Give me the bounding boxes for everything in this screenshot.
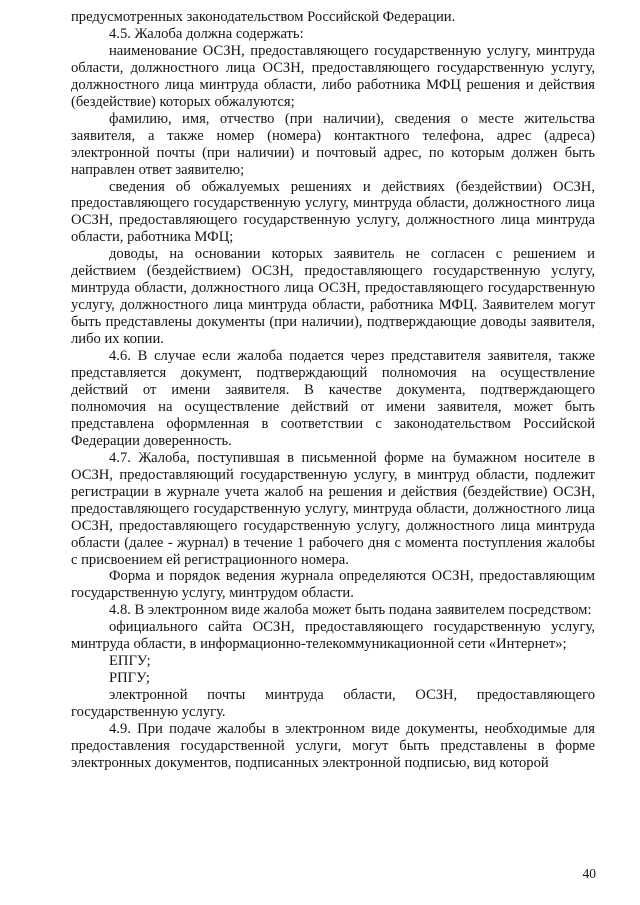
paragraph-4-8-rpgu: РПГУ;: [109, 670, 150, 687]
paragraph-previous-end: предусмотренных законодательством Российской Федерации.: [71, 9, 456, 25]
paragraph-4-8-official-site: официального сайта ОСЗН, предоставляющего государственную услугу, минтруда области, в информационно-телекоммуникационной сети «Интернет»;: [71, 619, 595, 653]
paragraph-4-7-journal-form: Форма и порядок ведения журнала определяются ОСЗН, предоставляющим государственную услугу, минтрудом области.: [71, 568, 595, 602]
paragraph-4-9: 4.9. При подаче жалобы в электронном виде документы, необходимые для предоставления государственной услуги, могут быть представлены в форме электронных документов, подписанных электронной подписью, вид которой: [71, 721, 595, 771]
paragraph-4-8-epgu: ЕПГУ;: [109, 653, 151, 670]
document-body: [71, 9, 595, 772]
paragraph-4-5-arguments: доводы, на основании которых заявитель не согласен с решением и действием (бездействием) ОСЗН, предоставляющего государственную услугу, минтруда области, должностного лица ОСЗН, предоставляющего государственную услугу, должностного лица минтруда области, работника МФЦ. Заявителем могут быть представлены документы (при наличии), подтверждающие доводы заявителя, либо их копии.: [71, 246, 595, 348]
paragraph-4-8-email: электронной почты минтруда области, ОСЗН, предоставляющего государственную услугу.: [71, 687, 595, 721]
paragraph-4-8: 4.8. В электронном виде жалоба может быть подана заявителем посредством:: [109, 602, 592, 619]
paragraph-4-5-heading: 4.5. Жалоба должна содержать:: [109, 25, 304, 42]
paragraph-4-5-applicant-details: фамилию, имя, отчество (при наличии), сведения о месте жительства заявителя, а также номер (номера) контактного телефона, адрес (адреса) электронной почты (при наличии) и почтовый адрес, по которым должен быть направлен ответ заявителю;: [71, 110, 595, 178]
page-number: 40: [582, 866, 596, 881]
paragraph-4-5-name-of-body: наименование ОСЗН, предоставляющего государственную услугу, минтруда области, должностного лица ОСЗН, предоставляющего государственную услугу, должностного лица минтруда области, либо работника МФЦ решения и действия (бездействие) которых обжалуются;: [71, 42, 595, 110]
paragraph-4-7: 4.7. Жалоба, поступившая в письменной форме на бумажном носителе в ОСЗН, предоставляющий государственную услугу, в минтруд области, подлежит регистрации в журнале учета жалоб на решения и действия (бездействие) ОСЗН, предоставляющего государственную услугу, минтруда области, должностного лица ОСЗН, предоставляющего государственную услугу, должностного лица минтруда области (далее - журнал) в течение 1 рабочего дня с момента поступления жалобы с присвоением ей регистрационного номера.: [71, 449, 595, 568]
paragraph-4-6: 4.6. В случае если жалоба подается через представителя заявителя, также представляется документ, подтверждающий полномочия на осуществление действий от имени заявителя. В качестве документа, подтверждающего полномочия на осуществление действий от имени заявителя, может быть представлена оформленная в соответствии с законодательством Российской Федерации доверенность.: [71, 348, 595, 449]
paragraph-4-5-appealed-decisions: сведения об обжалуемых решениях и действиях (бездействии) ОСЗН, предоставляющего государственную услугу, минтруда области, должностного лица ОСЗН, предоставляющего государственную услугу, должностного лица минтруда области, работника МФЦ;: [71, 178, 595, 246]
